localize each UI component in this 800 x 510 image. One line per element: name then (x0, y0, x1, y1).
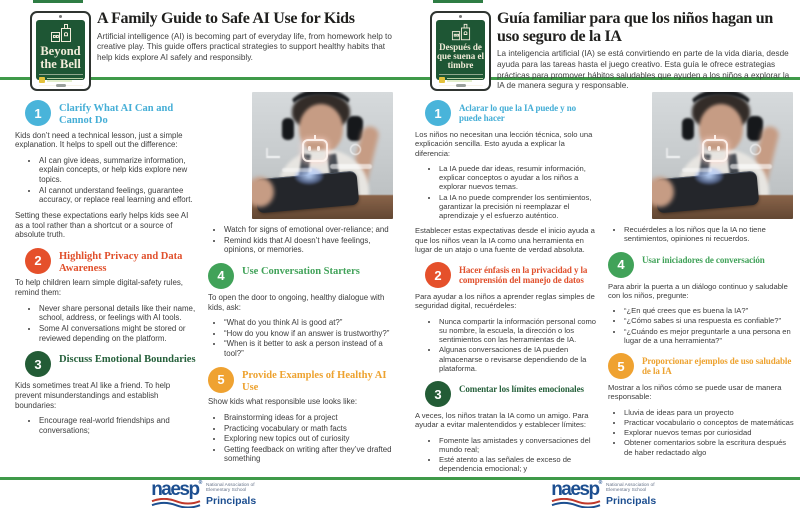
tagline-text-bars (47, 78, 83, 82)
section-body: Kids sometimes treat AI like a friend. To help prevent misunderstandings and establish boundaries: (15, 381, 171, 410)
bullet: • Brainstorming ideas for a project (224, 413, 394, 423)
bullet-list (415, 164, 598, 221)
section-title: Usar iniciadores de conversación (642, 254, 765, 265)
section-title: Comentar los límites emocionales (459, 384, 584, 394)
child-tablet-photo (252, 92, 393, 219)
bullet-list (15, 304, 198, 344)
section-conversation-starters (208, 263, 394, 359)
naesp-org-line: National Association of (206, 482, 255, 488)
naesp-wordmark: naesp® (151, 478, 201, 500)
naesp-mini-icon (439, 77, 445, 83)
section-emotional-boundaries (15, 351, 198, 435)
page-title: Guía familiar para que los niños hagan un uso seguro de la IA (497, 10, 773, 45)
top-bleed-strip (433, 0, 483, 3)
bullet-list (415, 317, 598, 374)
step-1-badge: 1 (25, 100, 51, 126)
naesp-waves-icon (550, 498, 602, 508)
step-3-badge: 3 (25, 351, 51, 377)
bullet: • AI cannot understand feelings, guarantee accuracy, or replace real learning and effort. (39, 186, 198, 205)
robot-eye (308, 146, 311, 151)
top-bleed-strip (33, 0, 83, 3)
page-spanish (400, 0, 800, 510)
bullet-list-continued (608, 225, 794, 244)
bullet-list (208, 318, 394, 359)
tablet-camera-dot (459, 15, 462, 18)
bullet-list (608, 408, 794, 457)
section-title: Hacer énfasis en la privacidad y la comprensión del manejo de datos (459, 265, 588, 286)
bullet: • Algunas conversaciones de IA pueden almacenarse o revisarse dependiendo de la plataforma. (439, 345, 598, 373)
section-body: Para ayudar a los niños a aprender reglas simples de seguridad digital, recuérdeles: (415, 292, 595, 311)
step-5-badge: 5 (208, 367, 234, 393)
hud-bar (282, 168, 312, 172)
section-limites-emocionales (415, 381, 598, 474)
logo-screen (436, 20, 485, 80)
section-closing: Establecer estas expectativas desde el inicio ayuda a que los niños vean la IA como una herramienta en lugar de un atajo o una fuente de verdad absoluta. (415, 226, 595, 254)
beyond-the-bell-logo (30, 11, 91, 91)
section-title: Clarify What AI Can and Cannot Do (59, 103, 174, 126)
robot-hologram-icon (302, 139, 328, 162)
hud-bar (682, 168, 712, 172)
hud-gear-icon (350, 144, 361, 155)
tablet-home-button (56, 84, 66, 87)
section-title: Aclarar lo que la IA puede y no puede hacer (459, 103, 576, 124)
bullet: • Obtener comentarios sobre la escritura después de haber redactado algo (624, 438, 794, 457)
bullet: • “¿En qué crees que es buena la IA?” (624, 306, 794, 315)
bullet: • “¿Cómo sabes si una respuesta es confiable?” (624, 316, 794, 325)
bullet-list (415, 436, 598, 474)
step-4-badge: 4 (208, 263, 234, 289)
bullet: • “How do you know if an answer is trustworthy?” (224, 329, 394, 339)
section-healthy-examples (208, 367, 394, 464)
bullet: • Nunca compartir la información personal como su nombre, la escuela, la dirección o los sentimientos con las herramientas de IA. (439, 317, 598, 345)
hud-signal-icon (666, 148, 680, 158)
bullet: • Explorar nuevos temas por curiosidad (624, 428, 794, 437)
naesp-wordmark: naesp® (551, 478, 601, 500)
naesp-waves-icon (150, 498, 202, 508)
bullet: • Esté atento a las señales de exceso de dependencia emocional; y (439, 455, 598, 474)
despues-timbre-logo (430, 11, 491, 91)
naesp-logo (550, 478, 657, 508)
headphone-cup-left (282, 118, 294, 140)
robot-eye (708, 146, 711, 151)
robot-hologram-icon (702, 139, 728, 162)
child-tablet-photo (652, 92, 793, 219)
naesp-org-line: Elementary School (606, 488, 647, 494)
bullet: • La IA no puede comprender los sentimientos, garantizar la precisión ni reemplazar el aprendizaje y el esfuerzo auténtico. (439, 193, 598, 221)
bullet-list (15, 156, 198, 205)
tablet-home-button (456, 84, 466, 87)
section-body: To open the door to ongoing, healthy dialogue with kids, ask: (208, 292, 385, 312)
section-privacy (15, 248, 198, 343)
naesp-org-line: Elementary School (206, 488, 247, 494)
section-aclarar-ia (415, 100, 598, 254)
hud-signal-icon (266, 148, 280, 158)
page-intro: Artificial intelligence (AI) is becoming part of everyday life, from homework help to creative play. This guide offers practical strategies to support healthy habits that help kids explore AI safely and responsibly. (97, 31, 392, 62)
bullet: • Never share personal details like their name, school, address, or feelings with AI tools. (39, 304, 198, 323)
section-body: Show kids what responsible use looks like: (208, 397, 358, 407)
logo-wordmark: Después de que suena el timbre (436, 42, 484, 71)
step-2-badge: 2 (25, 248, 51, 274)
right-column (608, 92, 794, 463)
section-ejemplos-saludables (608, 353, 794, 457)
step-3-badge: 3 (425, 381, 451, 407)
tablet-camera-dot (59, 15, 62, 18)
bullet: • Remind kids that AI doesn’t have feelings, opinions, or memories. (224, 236, 394, 255)
logo-wordmark: Beyond the Bell (40, 44, 81, 71)
step-5-badge: 5 (608, 353, 634, 379)
robot-eye (317, 146, 320, 151)
headphone-cup-left (682, 118, 694, 140)
step-1-badge: 1 (425, 100, 451, 126)
step-2-badge: 2 (425, 262, 451, 288)
bullet: • AI can give ideas, summarize information, explain concepts, or help kids explore new topics. (39, 156, 198, 185)
bullet: • “When is it better to ask a person instead of a tool?” (224, 339, 394, 358)
page-intro: La inteligencia artificial (IA) se está convirtiendo en parte de la vida diaria, desde ayuda para las tareas hasta el juego creativo. Esta guía le ofrece estrategias prácticas para promover hábitos saludables que ayuden a los niños a explorar la IA de manera segura y responsable. (497, 49, 790, 91)
section-privacidad (415, 262, 598, 373)
bullet: • Encourage real-world friendships and conversations; (39, 416, 198, 435)
page-title: A Family Guide to Safe AI Use for Kids (97, 10, 355, 27)
left-column (15, 92, 198, 441)
bullet: • Lluvia de ideas para un proyecto (624, 408, 794, 417)
section-clarify-ai (15, 100, 198, 240)
bullet: • Getting feedback on writing after they’ve drafted something (224, 445, 394, 464)
logo-screen (36, 20, 85, 80)
naesp-logo (150, 478, 257, 508)
bullet-list (208, 413, 394, 464)
section-body: Kids don’t need a technical lesson, just a simple explanation. It helps to spell out the difference: (15, 130, 183, 150)
section-body: Para abrir la puerta a un diálogo continuo y saludable con los niños, pregunte: (608, 281, 788, 300)
hud-bar (330, 164, 372, 169)
bullet: • La IA puede dar ideas, resumir información, explicar conceptos o ayudar a los niños a explorar nuevos temas. (439, 164, 598, 192)
schoolhouse-bell-icon (450, 23, 472, 42)
bullet: • Exploring new topics out of curiosity (224, 434, 394, 444)
tagline-text-bars (447, 78, 483, 82)
section-body: A veces, los niños tratan la IA como un amigo. Para ayudar a evitar malentendidos y establecer límites: (415, 411, 589, 430)
left-column (415, 92, 598, 480)
naesp-principals-label: Principals (606, 494, 657, 507)
step-4-badge: 4 (608, 252, 634, 278)
bullet: • Practicar vocabulario o conceptos de matemáticas (624, 418, 794, 427)
bullet: • Some AI conversations might be stored or reviewed depending on the platform. (39, 324, 198, 343)
hud-bar (730, 164, 772, 169)
robot-eye (717, 146, 720, 151)
right-column (208, 92, 394, 470)
bullet-list-continued (208, 225, 394, 255)
bullet-list (608, 306, 794, 345)
section-title: Proporcionar ejemplos de uso saludable de la IA (642, 356, 792, 377)
naesp-org-line: National Association of (606, 482, 655, 488)
schoolhouse-bell-icon (49, 23, 73, 44)
bullet: • Watch for signs of emotional over-reliance; and (224, 225, 394, 235)
bullet: • Fomente las amistades y conversaciones del mundo real; (439, 436, 598, 455)
bullet: • “¿Cuándo es mejor preguntarle a una persona en lugar de a una herramienta?” (624, 327, 794, 346)
bullet: • “What do you think AI is good at?” (224, 318, 394, 328)
section-title: Use Conversation Starters (242, 265, 360, 277)
bullet: • Practicing vocabulary or math facts (224, 424, 394, 434)
section-title: Highlight Privacy and Data Awareness (59, 250, 183, 274)
section-body: To help children learn simple digital-safety rules, remind them: (15, 278, 183, 298)
hud-gear-icon (750, 144, 761, 155)
bullet: • Recuérdeles a los niños que la IA no tiene sentimientos, opiniones ni recuerdos. (624, 225, 794, 244)
section-iniciadores-conversacion (608, 252, 794, 346)
section-title: Provide Examples of Healthy AI Use (242, 369, 387, 393)
naesp-mini-icon (39, 77, 45, 83)
section-title: Discuss Emotional Boundaries (59, 354, 196, 366)
bullet-list (15, 416, 198, 435)
section-body: Los niños no necesitan una lección técnica, solo una explicación sencilla. Esto ayuda a explicar la diferencia: (415, 130, 593, 158)
section-body: Mostrar a los niños cómo se puede usar de manera responsable: (608, 383, 782, 402)
section-closing: Setting these expectations early helps kids see AI as a tool rather than a shortcut or a source of absolute truth. (15, 210, 189, 240)
naesp-principals-label: Principals (206, 494, 257, 507)
